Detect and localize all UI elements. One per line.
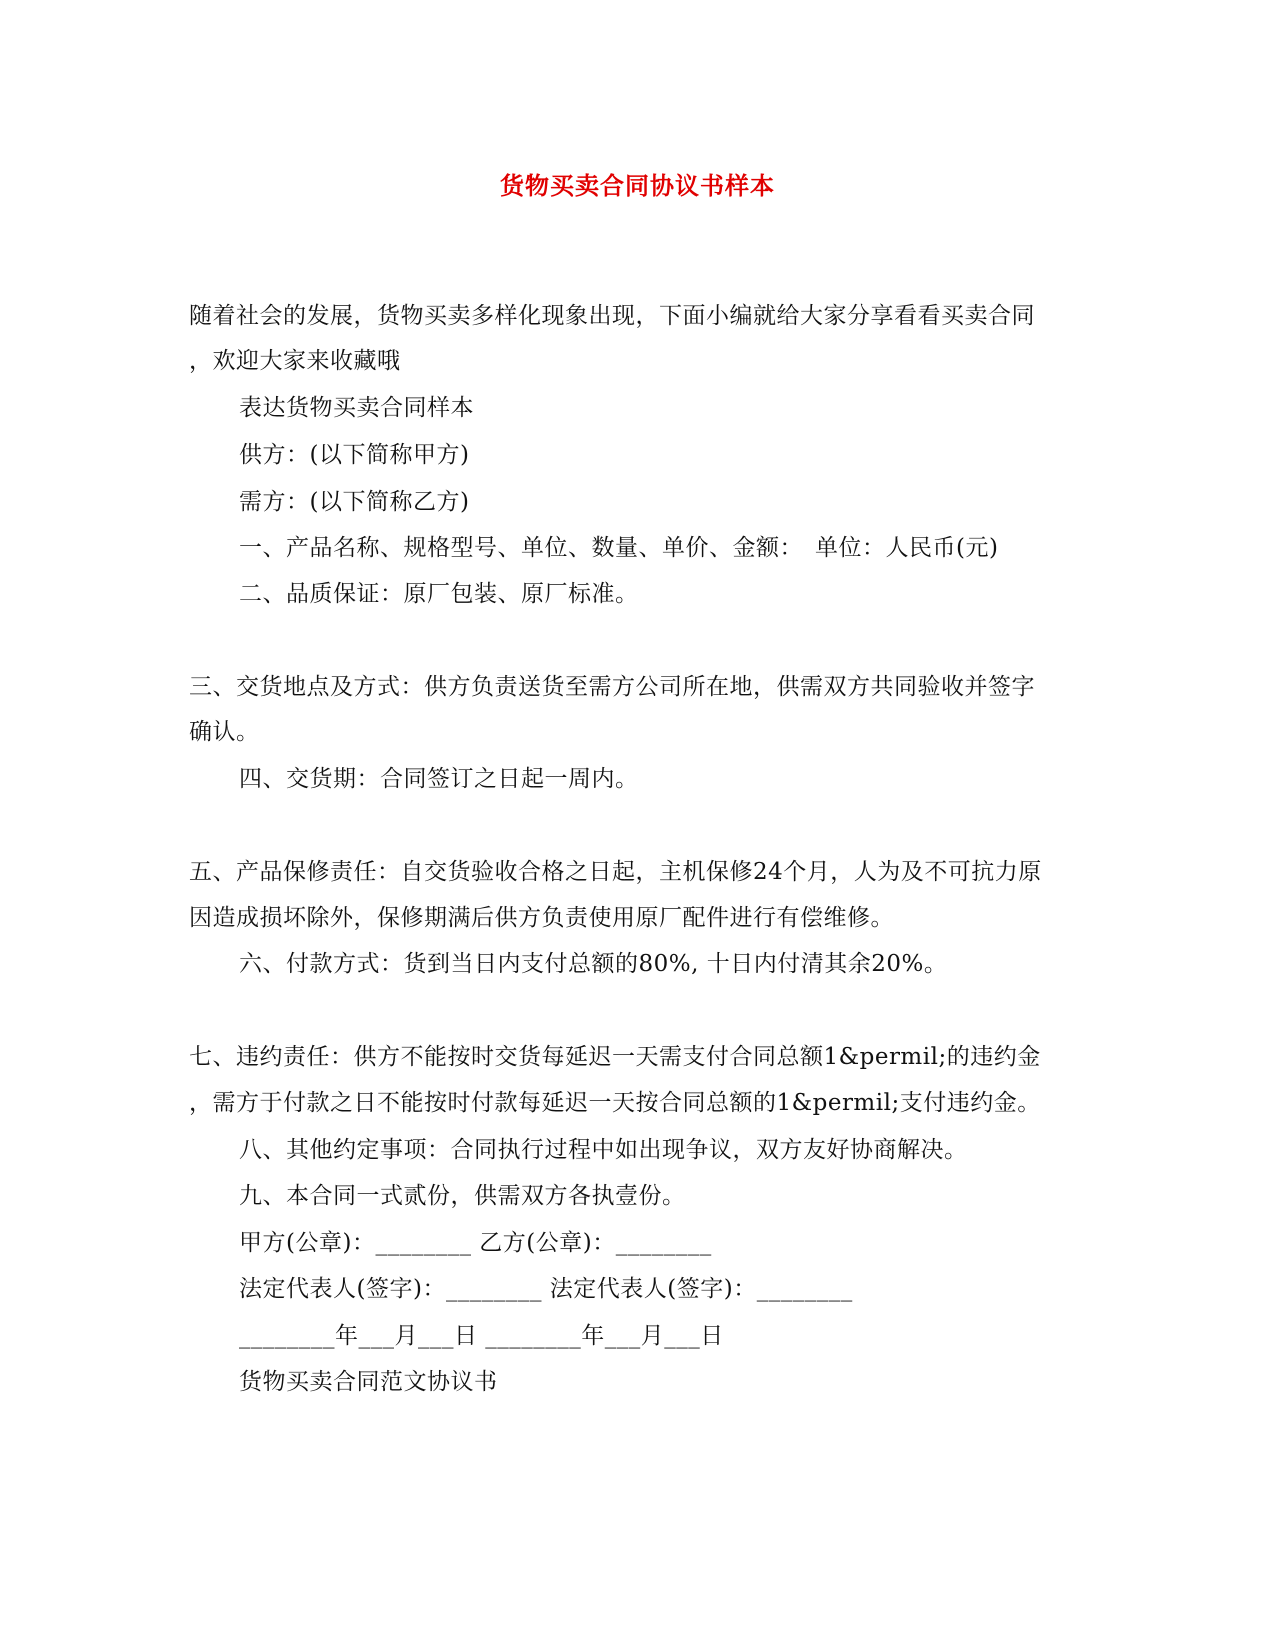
paragraph-line: 供方：(以下简称甲方): [239, 442, 470, 468]
paragraph-line: 四、交货期：合同签订之日起一周内。: [239, 766, 639, 792]
paragraph-line: 五、产品保修责任：自交货验收合格之日起，主机保修24个月，人为及不可抗力原: [189, 859, 1042, 885]
signature-line: 法定代表人(签字)：________ 法定代表人(签字)：________: [239, 1276, 853, 1302]
paragraph-line: 货物买卖合同范文协议书: [239, 1369, 498, 1395]
paragraph-line: 随着社会的发展，货物买卖多样化现象出现，下面小编就给大家分享看看买卖合同: [189, 303, 1035, 329]
paragraph-line: 需方：(以下简称乙方): [239, 489, 470, 515]
paragraph-line: 一、产品名称、规格型号、单位、数量、单价、金额： 单位：人民币(元): [239, 535, 999, 561]
paragraph-line: 表达货物买卖合同样本: [239, 395, 474, 421]
paragraph-line: 二、品质保证：原厂包装、原厂标准。: [239, 581, 639, 607]
paragraph-line: ，欢迎大家来收藏哦: [189, 348, 401, 374]
paragraph-line: ，需方于付款之日不能按时付款每延迟一天按合同总额的1&permil;支付违约金。: [189, 1090, 1041, 1116]
date-line: ________年___月___日 ________年___月___日: [239, 1323, 724, 1349]
paragraph-line: 因造成损坏除外，保修期满后供方负责使用原厂配件进行有偿维修。: [189, 905, 894, 931]
document-title: 货物买卖合同协议书样本: [500, 172, 775, 200]
paragraph-line: 确认。: [189, 719, 260, 745]
paragraph-line: 九、本合同一式贰份，供需双方各执壹份。: [239, 1183, 686, 1209]
paragraph-line: 三、交货地点及方式：供方负责送货至需方公司所在地，供需双方共同验收并签字: [189, 674, 1035, 700]
paragraph-line: 八、其他约定事项：合同执行过程中如出现争议，双方友好协商解决。: [239, 1137, 968, 1163]
paragraph-line: 七、违约责任：供方不能按时交货每延迟一天需支付合同总额1&permil;的违约金: [189, 1044, 1041, 1070]
signature-line: 甲方(公章)：________ 乙方(公章)：________: [239, 1230, 712, 1256]
paragraph-line: 六、付款方式：货到当日内支付总额的80%, 十日内付清其余20%。: [239, 951, 948, 977]
